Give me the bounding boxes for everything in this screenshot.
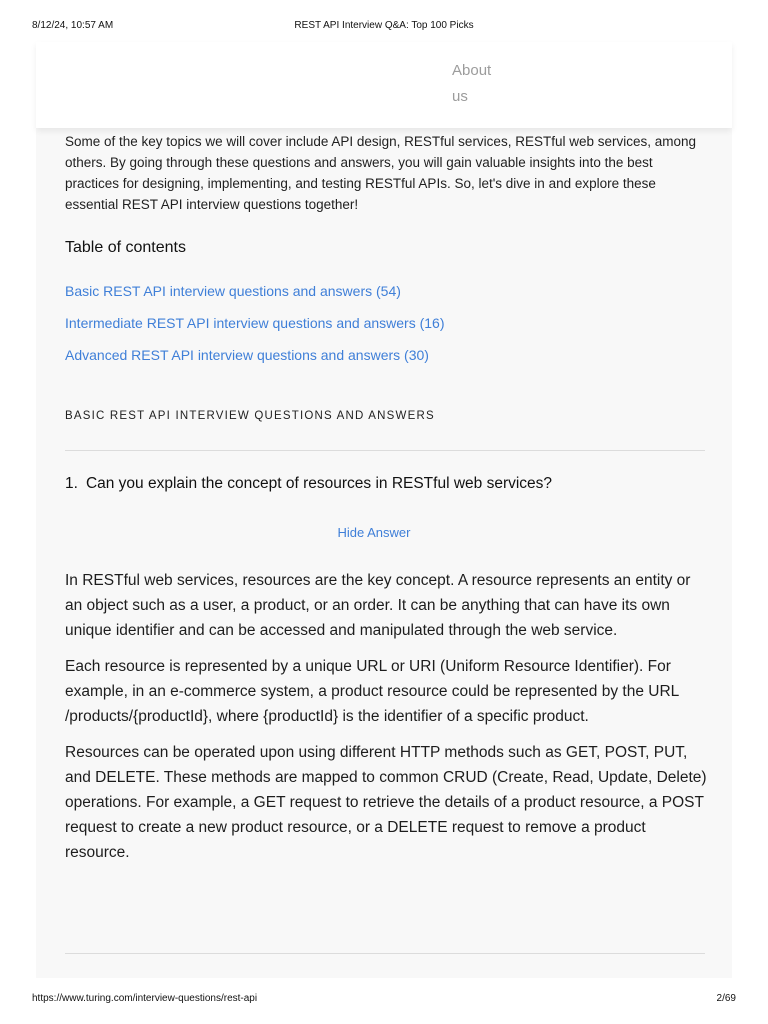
toc-heading: Table of contents (65, 239, 186, 256)
toc-link-intermediate[interactable]: Intermediate REST API interview questions and answers (16) (65, 315, 445, 331)
intro-paragraph: Some of the key topics we will cover include API design, RESTful services, RESTful web services, among others. By going through these questions and answers, you will gain valuable insights into the best practices for designing, implementing, and testing RESTful APIs. So, let's dive in and explore these essential REST API interview questions together! (65, 134, 697, 212)
toc-link-basic[interactable]: Basic REST API interview questions and answers (54) (65, 283, 401, 299)
print-date: 8/12/24, 10:57 AM (32, 20, 114, 31)
section-label: BASIC REST API INTERVIEW QUESTIONS AND ANSWERS (65, 410, 435, 422)
answer-paragraph: In RESTful web services, resources are the key concept. A resource represents an entity or an object such as a user, a product, or an order. It can be anything that can have its own unique identifier and can be accessed and manipulated through the web service. (65, 572, 691, 639)
hide-answer-button[interactable]: Hide Answer (337, 525, 411, 540)
print-page-number: 2/69 (716, 993, 736, 1004)
nav-link-about-us[interactable] (452, 58, 522, 110)
answer-paragraph: Each resource is represented by a unique URL or URI (Uniform Resource Identifier). For example, in an e-commerce system, a product resource could be represented by the URL /products/{productId}, where {productId} is the identifier of a specific product. (65, 658, 679, 725)
nav-about-line1: About (452, 62, 492, 79)
print-header (32, 20, 736, 34)
question-text: Can you explain the concept of resources in RESTful web services? (85, 475, 553, 492)
print-url: https://www.turing.com/interview-questions/rest-api (32, 993, 258, 1004)
toc-link-advanced[interactable]: Advanced REST API interview questions and answers (30) (65, 347, 429, 363)
section-divider (65, 450, 705, 451)
question-divider (65, 953, 705, 954)
article-content (36, 128, 732, 978)
answer-paragraph: Resources can be operated upon using different HTTP methods such as GET, POST, PUT, and DELETE. These methods are mapped to common CRUD (Create, Read, Update, Delete) operations. For example, a GET request to retrieve the details of a product resource, a POST request to create a new product resource, or a DELETE request to remove a product resource. (65, 744, 707, 861)
question-heading[interactable] (65, 475, 552, 493)
nav-about-line2: us (452, 88, 468, 105)
site-navigation-bar (36, 42, 732, 128)
question-number: 1. (65, 475, 78, 492)
print-footer (32, 993, 736, 1007)
print-document-title: REST API Interview Q&A: Top 100 Picks (294, 20, 474, 31)
answer-body (65, 568, 710, 876)
